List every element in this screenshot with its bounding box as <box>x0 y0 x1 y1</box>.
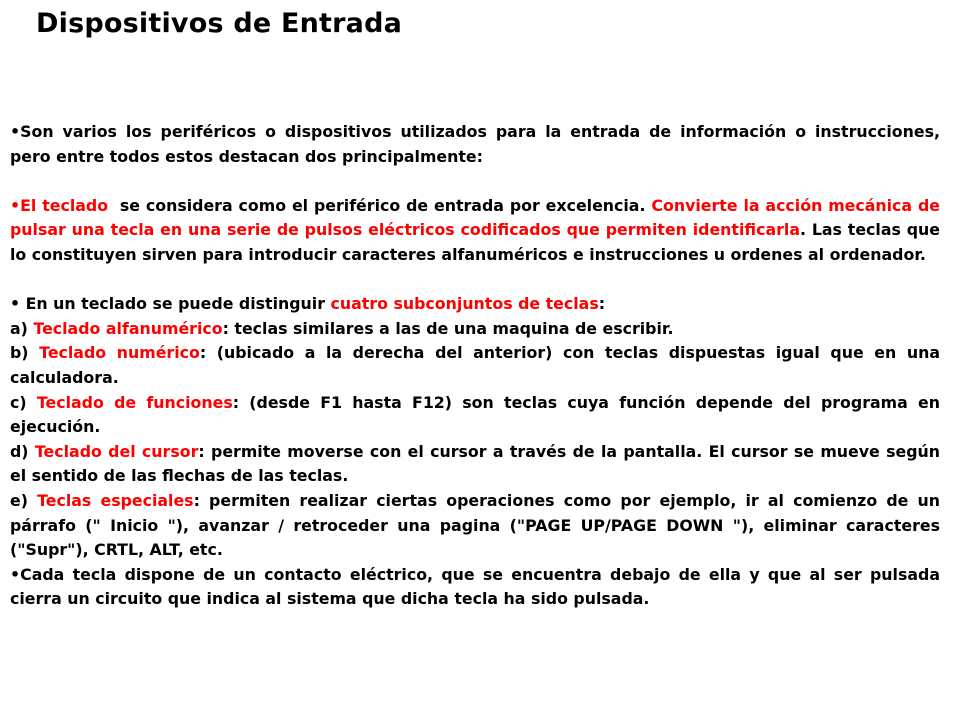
keyboard-highlight: Convierte la acción mecánica de pulsar una tecla en una serie de pulsos eléctricos codificados que permiten identificarla <box>10 195 941 240</box>
keyboard-text-2: . Las teclas que lo constituyen sirven para introducir caracteres alfanuméricos e instrucciones u ordenes al ordenador. <box>10 220 940 264</box>
item-term: Teclado del cursor <box>34 441 199 461</box>
item-text: : (desde F1 hasta F12) son teclas cuya función depende del programa en ejecución. <box>10 392 940 437</box>
bullet-icon: • <box>10 564 21 584</box>
item-prefix: a) <box>10 318 34 338</box>
subsets-highlight: cuatro subconjuntos de teclas <box>330 294 599 314</box>
item-text: : permite moverse con el cursor a través de la pantalla. El cursor se mueve según el sentido de las flechas de las teclas. <box>10 441 941 486</box>
item-prefix: c) <box>10 392 37 412</box>
item-term: Teclado numérico <box>39 343 200 363</box>
spacer <box>10 268 940 293</box>
item-term: Teclado alfanumérico <box>33 318 223 338</box>
item-text: : (ubicado a la derecha del anterior) con teclas dispuestas igual que en una calculadora. <box>10 343 940 387</box>
paragraph-contact <box>10 563 940 612</box>
spacer <box>10 169 940 194</box>
subsets-text-1: En un teclado se puede distinguir <box>20 294 331 314</box>
item-term: Teclado de funciones <box>36 392 233 412</box>
paragraph-keyboard <box>10 194 940 268</box>
slide-body <box>10 120 940 612</box>
list-item-d <box>10 440 940 489</box>
item-text: : permiten realizar ciertas operaciones como por ejemplo, ir al comienzo de un párrafo (" Inicio "), avanzar / retroceder una pagina ("PAGE UP/PAGE DOWN "), eliminar caracteres ("Supr"), CRTL, ALT, etc. <box>10 490 941 560</box>
list-item-e <box>10 489 940 563</box>
item-prefix: b) <box>10 343 40 363</box>
item-prefix: e) <box>10 490 38 510</box>
bullet-icon: • <box>10 294 21 314</box>
list-item-b <box>10 341 940 390</box>
slide-title: Dispositivos de Entrada <box>36 8 403 39</box>
bullet-icon: • <box>10 195 21 215</box>
paragraph-subsets <box>10 292 940 317</box>
item-prefix: d) <box>10 441 35 461</box>
keyboard-term: El teclado <box>20 195 109 215</box>
contact-text: Cada tecla dispone de un contacto eléctrico, que se encuentra debajo de ella y que al ser pulsada cierra un circuito que indica al sistema que dicha tecla ha sido pulsada. <box>10 564 940 609</box>
subsets-text-2: : <box>598 294 606 314</box>
keyboard-text-1: se considera como el periférico de entrada por excelencia. <box>108 195 652 215</box>
list-item-c <box>10 391 940 440</box>
intro-text: Son varios los periféricos o dispositivos utilizados para la entrada de información o instrucciones, pero entre todos estos destacan dos principalmente: <box>10 122 940 166</box>
item-text: : teclas similares a las de una maquina de escribir. <box>222 318 674 338</box>
bullet-icon: • <box>10 122 21 141</box>
paragraph-intro <box>10 120 940 169</box>
item-term: Teclas especiales <box>37 490 194 510</box>
list-item-a <box>10 317 940 342</box>
